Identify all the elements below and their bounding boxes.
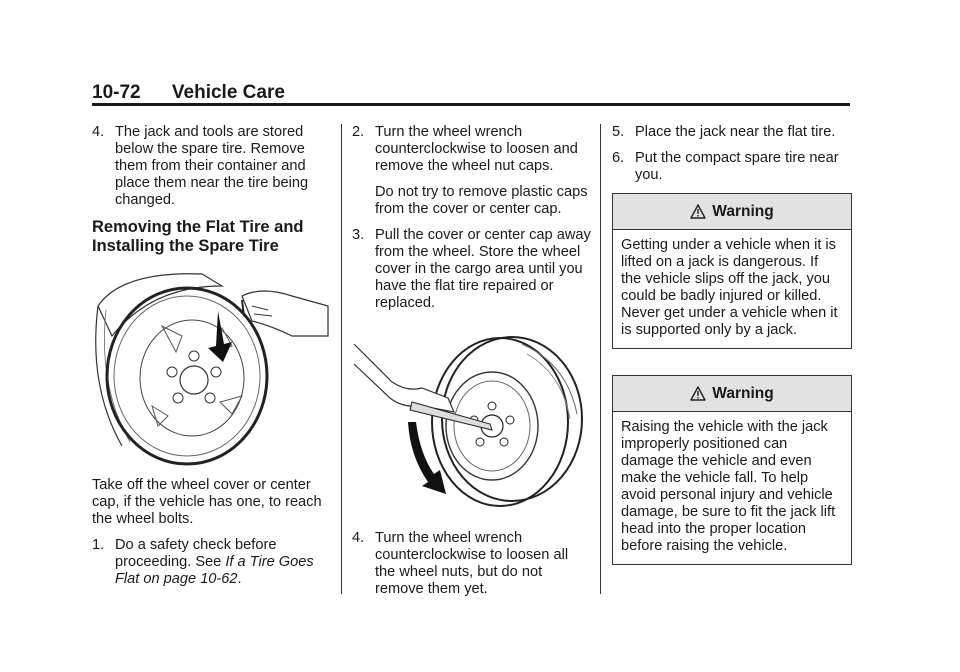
column-divider	[600, 124, 601, 594]
warning-title: Warning	[712, 203, 774, 220]
step-item	[612, 150, 852, 184]
column-3	[612, 124, 852, 591]
page-number: 10-72	[92, 82, 141, 103]
step-text: Pull the cover or center cap away from the wheel. Store the wheel cover in the cargo area until you have the flat tire repaired or replaced.	[375, 227, 591, 311]
step-note: Do not try to remove plastic caps from the cover or center cap.	[375, 184, 588, 217]
warning-box	[612, 193, 852, 349]
warning-text: Raising the vehicle with the jack improperly positioned can damage the vehicle and even make the vehicle fall. To help avoid personal injury and vehicle damage, be sure to fit the jack lift head into the proper location before raising the vehicle.	[621, 419, 836, 554]
warning-header	[613, 194, 851, 230]
step-number: 1.	[92, 537, 105, 553]
paragraph: Take off the wheel cover or center cap, if the vehicle has one, to reach the wheel bolts.	[92, 477, 322, 527]
step-text: Turn the wheel wrench counterclockwise to loosen and remove the wheel nut caps.	[375, 124, 578, 174]
step-number: 4.	[92, 124, 105, 140]
column-divider	[341, 124, 342, 594]
step-item	[352, 227, 592, 312]
warning-header	[613, 376, 851, 412]
warning-triangle-icon	[690, 204, 706, 219]
step-number: 4.	[352, 530, 365, 546]
warning-title: Warning	[712, 385, 774, 402]
step-text: Turn the wheel wrench counterclockwise to loosen all the wheel nuts, but do not remove them yet.	[375, 530, 569, 597]
section-title: Vehicle Care	[171, 82, 285, 103]
step-item	[352, 530, 592, 598]
cross-reference: If a Tire Goes Flat on page 10-62	[115, 554, 314, 587]
step-item	[352, 124, 592, 175]
wheel-cover-removal-illustration	[92, 266, 332, 471]
step-text: Place the jack near the flat tire.	[635, 124, 836, 140]
step-number: 3.	[352, 227, 365, 243]
warning-box	[612, 375, 852, 565]
warning-triangle-icon	[690, 386, 706, 401]
warning-text: Getting under a vehicle when it is lifted on a jack is dangerous. If the vehicle slips off the jack, you could be badly injured or killed. Never get under a vehicle when it is supported only by a jack.	[621, 237, 838, 338]
step-item	[612, 124, 852, 141]
step-number: 6.	[612, 150, 625, 166]
section-heading: Removing the Flat Tire and Installing the Spare Tire	[92, 218, 304, 255]
step-item	[92, 537, 332, 588]
step-text: Do a safety check before proceeding. See If a Tire Goes Flat on page 10-62.	[115, 537, 314, 587]
step-number: 5.	[612, 124, 625, 140]
column-2	[352, 124, 592, 607]
page-header	[92, 82, 285, 104]
wheel-wrench-loosening-illustration	[352, 324, 592, 524]
step-text: The jack and tools are stored below the spare tire. Remove them from their container and place them near the tire being changed.	[115, 124, 309, 208]
column-1	[92, 124, 332, 597]
step-number: 2.	[352, 124, 365, 140]
header-rule	[92, 103, 850, 106]
step-text: Put the compact spare tire near you.	[635, 150, 839, 183]
step-item	[92, 124, 332, 209]
